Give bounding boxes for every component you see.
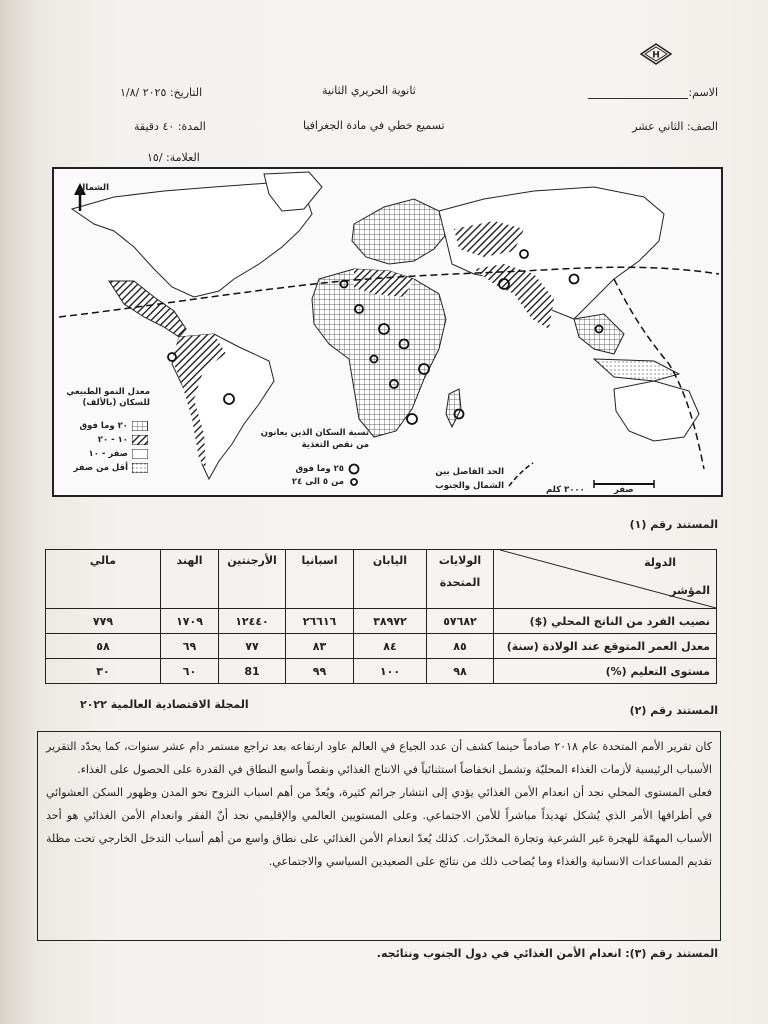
malnutrition-legend-item: ٢٥ وما فوق bbox=[282, 462, 360, 475]
madagascar-shape bbox=[446, 389, 461, 427]
value-cell: ٦٩ bbox=[161, 634, 219, 659]
world-map bbox=[52, 167, 723, 497]
grid-swatch-icon bbox=[132, 421, 148, 431]
country-header: مالي bbox=[46, 550, 161, 609]
value-cell: ٨٥ bbox=[427, 634, 494, 659]
exam-title: تسميع خطي في مادة الجغرافيا bbox=[303, 119, 445, 132]
blank-swatch-icon bbox=[132, 449, 148, 459]
australia-shape bbox=[614, 381, 699, 441]
se-asia-shape bbox=[574, 314, 624, 354]
value-cell: ١٠٠ bbox=[354, 659, 427, 684]
growth-legend bbox=[58, 419, 148, 475]
value-cell: ٥٨ bbox=[46, 634, 161, 659]
corner-indicator-label: المؤشر bbox=[670, 584, 710, 597]
value-cell: 81 bbox=[219, 659, 286, 684]
paragraph-2: فعلى المستوى المحلي نجد أن انعدام الأمن الغذائي يؤدي إلى انتشار جرائم كثيرة، ويُعدّ من أهم اسباب النزوح نحو المدن وظهور السكن العشوائي في أطرافها الأمر الذي يُشكل تهديداً مباشراً للأمن الاجتماعي. وعلى المستويين العالمي والإقليمي نجد أنّ الفقر وانعدام الأمن الغذائي هو أحد الأسباب المهمّة للهجرة غير الشرعية وتجارة المخدّرات. كذلك يُعدّ انعدام الأمن الغذائي على نطاق واسع من أهم أسباب التدخل الخارجي تحت مظلة تقديم المساعدات الانسانية والغذاء وما يُصاحب ذلك من نتائج على الصعيدين السياسي والاجتماعي. bbox=[46, 786, 712, 868]
value-cell: ٥٧٦٨٢ bbox=[427, 609, 494, 634]
value-cell: ٩٩ bbox=[286, 659, 354, 684]
malnutrition-legend-title: نسبة السكان الذين يعانون من نقص التغذية bbox=[260, 428, 369, 450]
table-header-row bbox=[46, 550, 717, 609]
name-blank bbox=[588, 88, 688, 99]
value-cell: ٦٠ bbox=[161, 659, 219, 684]
country-header: الأرجنتين bbox=[219, 550, 286, 609]
malnutrition-legend-item: من ٥ الى ٢٤ bbox=[282, 475, 360, 488]
diagonal-divider bbox=[500, 550, 716, 608]
growth-legend-item: صفر - ١٠ bbox=[58, 447, 148, 461]
document-1-caption: المستند رقم (١) bbox=[629, 518, 718, 531]
document-3-caption: المستند رقم (٣): انعدام الأمن الغذائي في دول الجنوب ونتائجه. bbox=[376, 947, 718, 960]
table-corner-cell bbox=[494, 550, 717, 609]
value-cell: ١٧٠٩ bbox=[161, 609, 219, 634]
north-label: الشمال bbox=[78, 183, 110, 193]
value-cell: ١٢٤٤٠ bbox=[219, 609, 286, 634]
name-field bbox=[582, 86, 718, 99]
paragraph-1: كان تقرير الأمم المتحدة عام ٢٠١٨ صادماً حينما كشف أن عدد الجياع في العالم عاود ارتفاعه بعد تراجع مستمر دام عشر سنوات، كما يحدّد التقرير الأسباب الرئيسية لأزمات الغذاء المحليّة وتشمل انخفاضاً استثنائياً في الانتاج الغذائي ونقصاً واسع النطاق في القدرة على الحصول على الغذاء. bbox=[46, 740, 713, 776]
name-label: الاسم: bbox=[688, 86, 718, 99]
growth-legend-item: أقل من صفر bbox=[58, 461, 148, 475]
country-header: اليابان bbox=[354, 550, 427, 609]
value-cell: ٣٨٩٧٢ bbox=[354, 609, 427, 634]
exam-date: التاريخ: ٢٠٢٥ /١/٨ bbox=[120, 86, 203, 99]
svg-text:H: H bbox=[652, 50, 660, 61]
country-header: الهند bbox=[161, 550, 219, 609]
growth-legend-title: معدل النمو الطبيعي للسكان (بالألف) bbox=[66, 387, 150, 408]
school-name: ثانوية الحريري الثانية bbox=[322, 84, 416, 97]
corner-country-label: الدولة bbox=[644, 556, 676, 569]
large-circle-icon bbox=[348, 463, 360, 475]
value-cell: ٧٧ bbox=[219, 634, 286, 659]
divider-legend-label: الحد الفاصل بين الشمال والجنوب bbox=[435, 467, 504, 491]
indicators-table bbox=[45, 549, 717, 684]
scale-zero-label: صفر bbox=[614, 485, 634, 495]
value-cell: ٨٤ bbox=[354, 634, 427, 659]
small-circle-icon bbox=[348, 476, 360, 488]
value-cell: ٧٧٩ bbox=[46, 609, 161, 634]
document-2-source: المجلة الاقتصادية العالمية ٢٠٢٢ bbox=[80, 698, 249, 711]
class-label: الصف: الثاني عشر bbox=[632, 120, 718, 133]
dashed-line-icon bbox=[506, 459, 536, 489]
malnutrition-legend bbox=[282, 462, 360, 488]
growth-legend-item: ١٠ - ٢٠ bbox=[58, 433, 148, 447]
country-header: اسبانيا bbox=[286, 550, 354, 609]
school-logo-icon bbox=[640, 43, 672, 65]
europe-shape bbox=[352, 199, 449, 264]
value-cell: ٢٦٦١٦ bbox=[286, 609, 354, 634]
central-america-shape bbox=[109, 281, 186, 337]
world-map-drawing bbox=[54, 169, 721, 495]
table-row bbox=[46, 659, 717, 684]
table-row bbox=[46, 609, 717, 634]
indicator-cell: مستوى التعليم (%) bbox=[494, 659, 717, 684]
scale-km-label: ٣٠٠٠ كلم bbox=[546, 485, 585, 495]
growth-legend-item: ٢٠ وما فوق bbox=[58, 419, 148, 433]
indonesia-shape bbox=[594, 359, 679, 381]
indicator-cell: نصيب الفرد من الناتج المحلي ($) bbox=[494, 609, 717, 634]
exam-duration: المدة: ٤٠ دقيقة bbox=[134, 120, 206, 133]
hatch-swatch-icon bbox=[132, 435, 148, 445]
dots-swatch-icon bbox=[132, 463, 148, 473]
document-2-caption: المستند رقم (٢) bbox=[629, 704, 718, 717]
indicator-cell: معدل العمر المتوقع عند الولادة (سنة) bbox=[494, 634, 717, 659]
country-header: الولايات المتحدة bbox=[427, 550, 494, 609]
exam-grade: العلامة: /١٥ bbox=[147, 151, 200, 164]
value-cell: ٨٣ bbox=[286, 634, 354, 659]
table-row bbox=[46, 634, 717, 659]
value-cell: ٩٨ bbox=[427, 659, 494, 684]
value-cell: ٣٠ bbox=[46, 659, 161, 684]
document-3-text bbox=[37, 731, 721, 941]
